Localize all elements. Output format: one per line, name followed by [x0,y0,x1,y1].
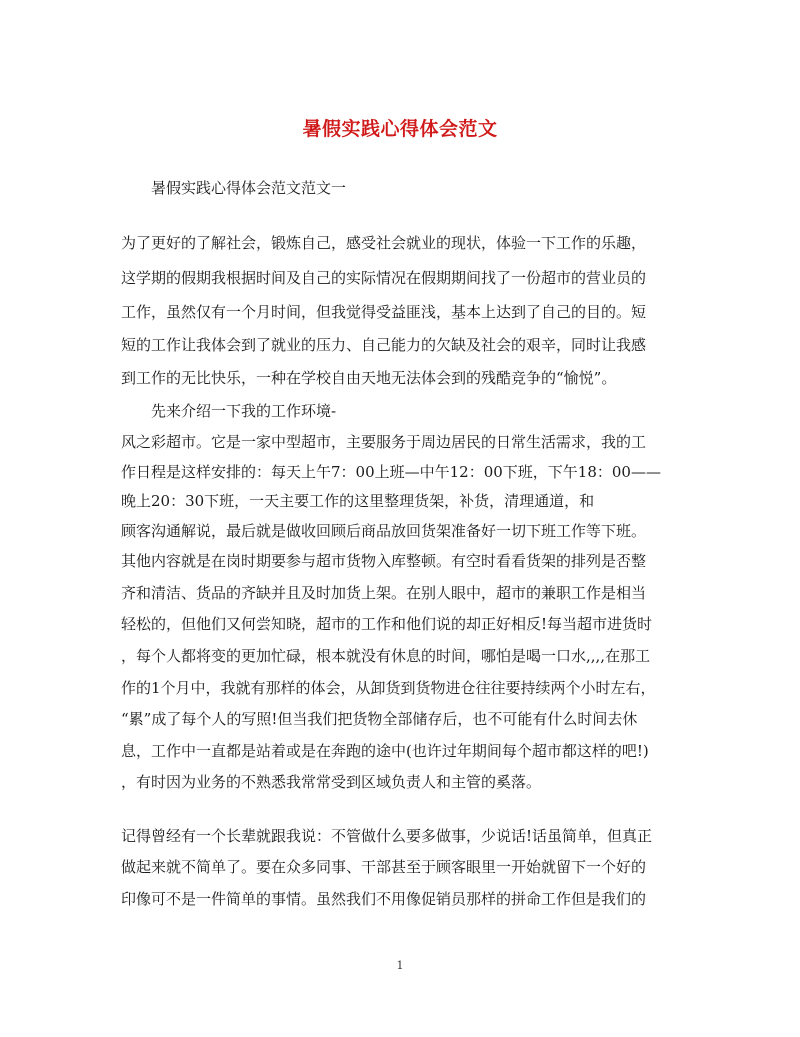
body-line: “累”成了每个人的写照!但当我们把货物全部储存后，也不可能有什么时间去休 [121,710,638,728]
body-line: 印像可不是一件简单的事情。虽然我们不用像促销员那样的拼命工作但是我们的 [121,890,647,908]
body-line: 工作，虽然仅有一个月时间，但我觉得受益匪浅，基本上达到了自己的目的。短 [121,303,647,321]
body-line: 到工作的无比快乐，一种在学校自由天地无法体会到的残酷竞争的“愉悦”。 [121,369,617,387]
body-line: 齐和清洁、货品的齐缺并且及时加货上架。在别人眼中，超市的兼职工作是相当 [121,584,647,602]
document-subtitle: 暑假实践心得体会范文范文一 [151,179,347,197]
body-line: 作日程是这样安排的：每天上午7：00上班—中午12：00下班，下午18：00—— [121,463,661,481]
page-number: 1 [396,959,404,972]
body-line: ，有时因为业务的不熟悉我常常受到区域负责人和主管的奚落。 [121,773,542,791]
body-line: 作的1个月中，我就有那样的体会，从卸货到货物进仓往往要持续两个小时左右， [121,679,656,697]
body-line: 先来介绍一下我的工作环境- [151,402,337,420]
body-line: 风之彩超市。它是一家中型超市，主要服务于周边居民的日常生活需求，我的工 [121,433,647,451]
body-line: 顾客沟通解说，最后就是做收回顾后商品放回货架准备好一切下班工作等下班。 [121,522,647,540]
body-line: 晚上20：30下班，一天主要工作的这里整理货架，补货，清理通道，和 [121,492,595,510]
document-title: 暑假实践心得体会范文 [302,118,498,140]
body-line: 轻松的，但他们又何尝知晓，超市的工作和他们说的却正好相反!每当超市进货时 [121,615,653,633]
body-line: 息，工作中一直都是站着或是在奔跑的途中(也许过年期间每个超市都这样的吧!) [121,742,649,760]
body-line: 这学期的假期我根据时间及自己的实际情况在假期期间找了一份超市的营业员的 [121,269,647,287]
body-line: 短的工作让我体会到了就业的压力、自己能力的欠缺及社会的艰辛，同时让我感 [121,336,647,354]
body-line: 其他内容就是在岗时期要参与超市货物入库整顿。有空时看看货架的排列是否整 [121,552,647,570]
body-line: ，每个人都将变的更加忙碌，根本就没有休息的时间，哪怕是喝一口水,,,,在那工 [121,647,651,665]
body-line: 为了更好的了解社会，锻炼自己，感受社会就业的现状，体验一下工作的乐趣， [121,234,647,252]
body-line: 记得曾经有一个长辈就跟我说：不管做什么要多做事，少说话!话虽简单，但真正 [121,827,653,845]
body-line: 做起来就不简单了。要在众多同事、干部甚至于顾客眼里一开始就留下一个好的 [121,858,647,876]
